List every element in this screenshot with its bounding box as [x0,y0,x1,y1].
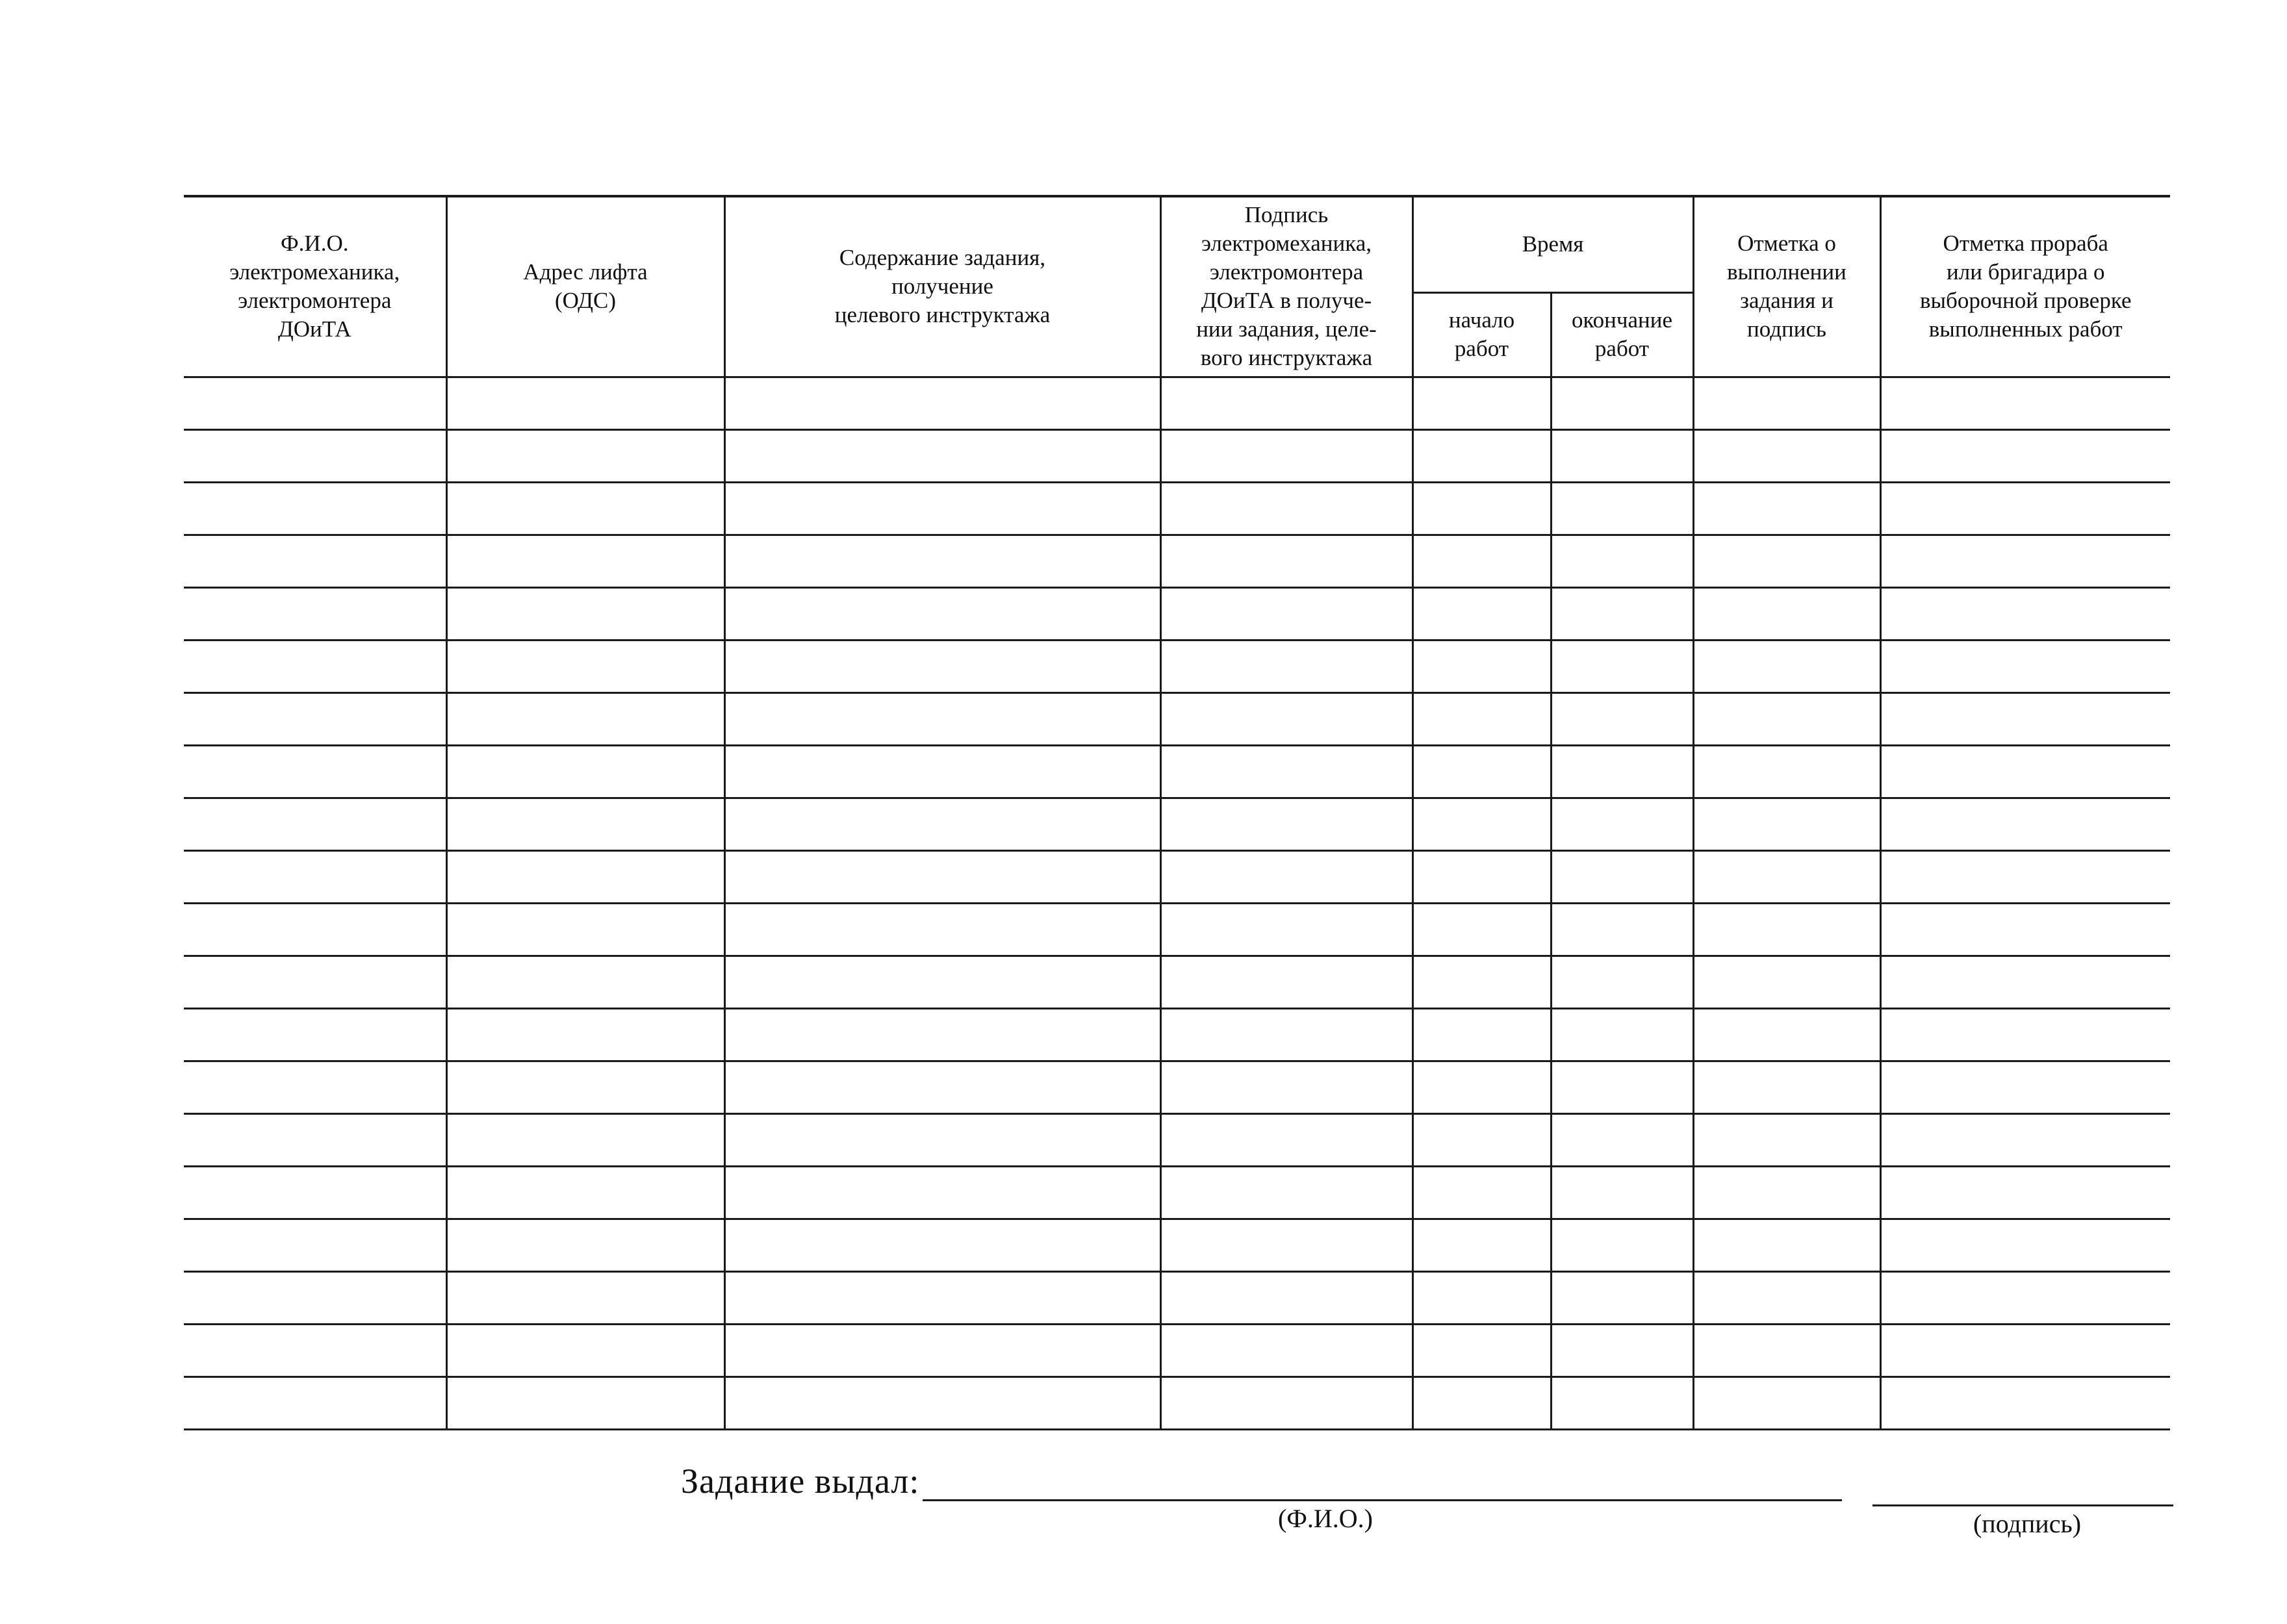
table-cell[interactable] [1693,640,1880,692]
table-cell[interactable] [1160,1219,1412,1271]
table-cell[interactable] [1880,1324,2170,1377]
table-cell[interactable] [724,429,1160,482]
table-cell[interactable] [184,745,446,798]
table-cell[interactable] [1880,1219,2170,1271]
table-cell[interactable] [1880,1061,2170,1113]
table-cell[interactable] [1412,1061,1551,1113]
table-cell[interactable] [1551,1113,1693,1166]
table-cell[interactable] [184,1166,446,1219]
table-cell[interactable] [446,798,724,850]
table-cell[interactable] [1880,850,2170,903]
table-cell[interactable] [1551,1008,1693,1061]
table-cell[interactable] [724,535,1160,587]
table-row [184,1377,2170,1429]
table-cell[interactable] [1412,850,1551,903]
table-cell[interactable] [1160,429,1412,482]
table-cell[interactable] [1880,903,2170,956]
table-cell[interactable] [1551,956,1693,1008]
table-cell[interactable] [1880,798,2170,850]
table-cell[interactable] [1551,1271,1693,1324]
table-row [184,377,2170,429]
table-cell[interactable] [1412,1324,1551,1377]
table-cell[interactable] [1880,745,2170,798]
table-row [184,429,2170,482]
table-cell[interactable] [1693,1008,1880,1061]
table-cell[interactable] [724,1377,1160,1429]
table-cell[interactable] [1412,482,1551,535]
table-cell[interactable] [724,1166,1160,1219]
table-cell[interactable] [724,850,1160,903]
table-cell[interactable] [724,1219,1160,1271]
table-cell[interactable] [1160,1166,1412,1219]
table-cell[interactable] [1693,1377,1880,1429]
table-row [184,1113,2170,1166]
table-cell[interactable] [1160,1061,1412,1113]
table-cell[interactable] [1551,377,1693,429]
table-cell[interactable] [1880,1377,2170,1429]
table-cell[interactable] [724,1271,1160,1324]
table-cell[interactable] [184,1324,446,1377]
table-cell[interactable] [1551,535,1693,587]
table-cell[interactable] [446,1061,724,1113]
table-cell[interactable] [446,1324,724,1377]
table-cell[interactable] [184,692,446,745]
table-cell[interactable] [1160,1377,1412,1429]
table-cell[interactable] [1412,587,1551,640]
signature-line [1872,1504,2173,1506]
table-cell[interactable] [184,640,446,692]
table-cell[interactable] [446,1008,724,1061]
table-cell[interactable] [1551,745,1693,798]
table-cell[interactable] [1551,482,1693,535]
table-cell[interactable] [1693,587,1880,640]
table-cell[interactable] [1693,798,1880,850]
table-row [184,1219,2170,1271]
table-cell[interactable] [184,1271,446,1324]
table-cell[interactable] [724,692,1160,745]
table-cell[interactable] [1693,1219,1880,1271]
table-row [184,903,2170,956]
table-cell[interactable] [184,587,446,640]
table-cell[interactable] [184,956,446,1008]
table-row [184,850,2170,903]
table-cell[interactable] [184,1377,446,1429]
table-cell[interactable] [1551,1061,1693,1113]
table-cell[interactable] [1551,429,1693,482]
table-cell[interactable] [1160,798,1412,850]
table-cell[interactable] [1412,1271,1551,1324]
table-cell[interactable] [446,429,724,482]
table-cell[interactable] [446,377,724,429]
table-row [184,640,2170,692]
table-row [184,1008,2170,1061]
table-cell[interactable] [184,798,446,850]
table-cell[interactable] [1160,482,1412,535]
table-cell[interactable] [1551,1166,1693,1219]
table-cell[interactable] [1160,745,1412,798]
table-cell[interactable] [1693,429,1880,482]
table-cell[interactable] [1551,1219,1693,1271]
fio-signature-line [923,1499,1842,1501]
table-cell[interactable] [724,482,1160,535]
table-cell[interactable] [1160,692,1412,745]
table-cell[interactable] [446,745,724,798]
table-cell[interactable] [1551,903,1693,956]
table-cell[interactable] [1412,956,1551,1008]
table-cell[interactable] [1412,903,1551,956]
table-cell[interactable] [1693,692,1880,745]
table-cell[interactable] [1412,1219,1551,1271]
table-cell[interactable] [446,903,724,956]
table-cell[interactable] [446,956,724,1008]
table-cell[interactable] [1693,1324,1880,1377]
table-cell[interactable] [1880,429,2170,482]
table-cell[interactable] [1412,429,1551,482]
fio-caption: (Ф.И.О.) [1277,1504,1373,1533]
table-cell[interactable] [724,1061,1160,1113]
table-cell[interactable] [1693,1271,1880,1324]
table-cell[interactable] [1880,482,2170,535]
table-cell[interactable] [1693,1166,1880,1219]
table-cell[interactable] [1551,1377,1693,1429]
table-row [184,1061,2170,1113]
table-cell[interactable] [724,956,1160,1008]
table-cell[interactable] [184,903,446,956]
table-cell[interactable] [1160,640,1412,692]
header-signature-receipt: Подпись электромеханика, электромонтера ДОиТА в получе- нии задания, целе- вого инструктажа [1160,196,1412,377]
table-cell[interactable] [1412,745,1551,798]
table-row [184,1166,2170,1219]
table-cell[interactable] [724,587,1160,640]
header-task-content: Содержание задания, получение целевого инструктажа [724,196,1160,377]
header-foreman-check: Отметка прораба или бригадира о выборочной проверке выполненных работ [1880,196,2170,377]
table-cell[interactable] [446,692,724,745]
table-cell[interactable] [1412,1166,1551,1219]
table-cell[interactable] [1693,956,1880,1008]
table-cell[interactable] [1160,535,1412,587]
table-cell[interactable] [1160,903,1412,956]
table-cell[interactable] [184,850,446,903]
table-cell[interactable] [1551,1324,1693,1377]
table-cell[interactable] [184,429,446,482]
table-cell[interactable] [1693,745,1880,798]
table-cell[interactable] [724,1008,1160,1061]
table-cell[interactable] [1880,535,2170,587]
table-cell[interactable] [724,798,1160,850]
table-cell[interactable] [724,377,1160,429]
table-cell[interactable] [724,640,1160,692]
table-cell[interactable] [184,377,446,429]
table-cell[interactable] [724,1113,1160,1166]
table-cell[interactable] [1160,1113,1412,1166]
header-completion-mark: Отметка о выполнении задания и подпись [1693,196,1880,377]
table-cell[interactable] [446,587,724,640]
table-cell[interactable] [1160,850,1412,903]
table-cell[interactable] [1693,535,1880,587]
table-cell[interactable] [1160,1324,1412,1377]
table-cell[interactable] [1412,1377,1551,1429]
table-row [184,1324,2170,1377]
table-cell[interactable] [1551,692,1693,745]
table-cell[interactable] [446,850,724,903]
table-cell[interactable] [1693,377,1880,429]
table-cell[interactable] [1160,1271,1412,1324]
issued-by-label: Задание выдал: [681,1462,920,1501]
table-cell[interactable] [184,1113,446,1166]
table-cell[interactable] [184,482,446,535]
table-cell[interactable] [1160,377,1412,429]
table-cell[interactable] [1551,587,1693,640]
table-row [184,956,2170,1008]
table-cell[interactable] [446,1271,724,1324]
table-cell[interactable] [1412,377,1551,429]
table-row [184,1271,2170,1324]
table-cell[interactable] [1160,1008,1412,1061]
table-cell[interactable] [1880,1008,2170,1061]
table-cell[interactable] [1693,1113,1880,1166]
table-cell[interactable] [1693,482,1880,535]
table-cell[interactable] [1412,1113,1551,1166]
table-cell[interactable] [1160,956,1412,1008]
table-cell[interactable] [446,482,724,535]
table-cell[interactable] [446,1166,724,1219]
table-row [184,587,2170,640]
table-body [184,377,2170,1429]
table-cell[interactable] [1880,1113,2170,1166]
table-row [184,535,2170,587]
table-cell[interactable] [446,1377,724,1429]
table-cell[interactable] [1880,640,2170,692]
table-cell[interactable] [1880,1271,2170,1324]
table-row [184,798,2170,850]
table-cell[interactable] [1412,798,1551,850]
table-row [184,482,2170,535]
table-cell[interactable] [446,535,724,587]
table-cell[interactable] [446,1219,724,1271]
table-cell[interactable] [1551,640,1693,692]
table-cell[interactable] [1412,640,1551,692]
header-time-end: окончание работ [1551,292,1693,377]
table-cell[interactable] [1880,692,2170,745]
table-cell[interactable] [1412,1008,1551,1061]
table-cell[interactable] [1160,587,1412,640]
header-time: Время [1412,196,1693,292]
table-cell[interactable] [184,1008,446,1061]
table-cell[interactable] [184,1061,446,1113]
table-cell[interactable] [1412,535,1551,587]
task-journal-table [184,195,2170,1430]
table-cell[interactable] [724,903,1160,956]
table-cell[interactable] [1551,798,1693,850]
table-cell[interactable] [1551,850,1693,903]
table-cell[interactable] [1412,692,1551,745]
table-row [184,692,2170,745]
table-cell[interactable] [184,535,446,587]
table-cell[interactable] [1880,377,2170,429]
table-cell[interactable] [446,640,724,692]
table-cell[interactable] [446,1113,724,1166]
table-cell[interactable] [1693,903,1880,956]
header-fio: Ф.И.О. электромеханика, электромонтера ДОиТА [184,196,446,377]
table-cell[interactable] [184,1219,446,1271]
table-cell[interactable] [1693,1061,1880,1113]
table-cell[interactable] [1693,850,1880,903]
header-time-start: начало работ [1412,292,1551,377]
table-cell[interactable] [724,745,1160,798]
table-cell[interactable] [1880,1166,2170,1219]
table-cell[interactable] [724,1324,1160,1377]
table-row [184,745,2170,798]
header-lift-address: Адрес лифта (ОДС) [446,196,724,377]
table-cell[interactable] [1880,587,2170,640]
signature-caption: (подпись) [1973,1509,2082,1538]
table-cell[interactable] [1880,956,2170,1008]
